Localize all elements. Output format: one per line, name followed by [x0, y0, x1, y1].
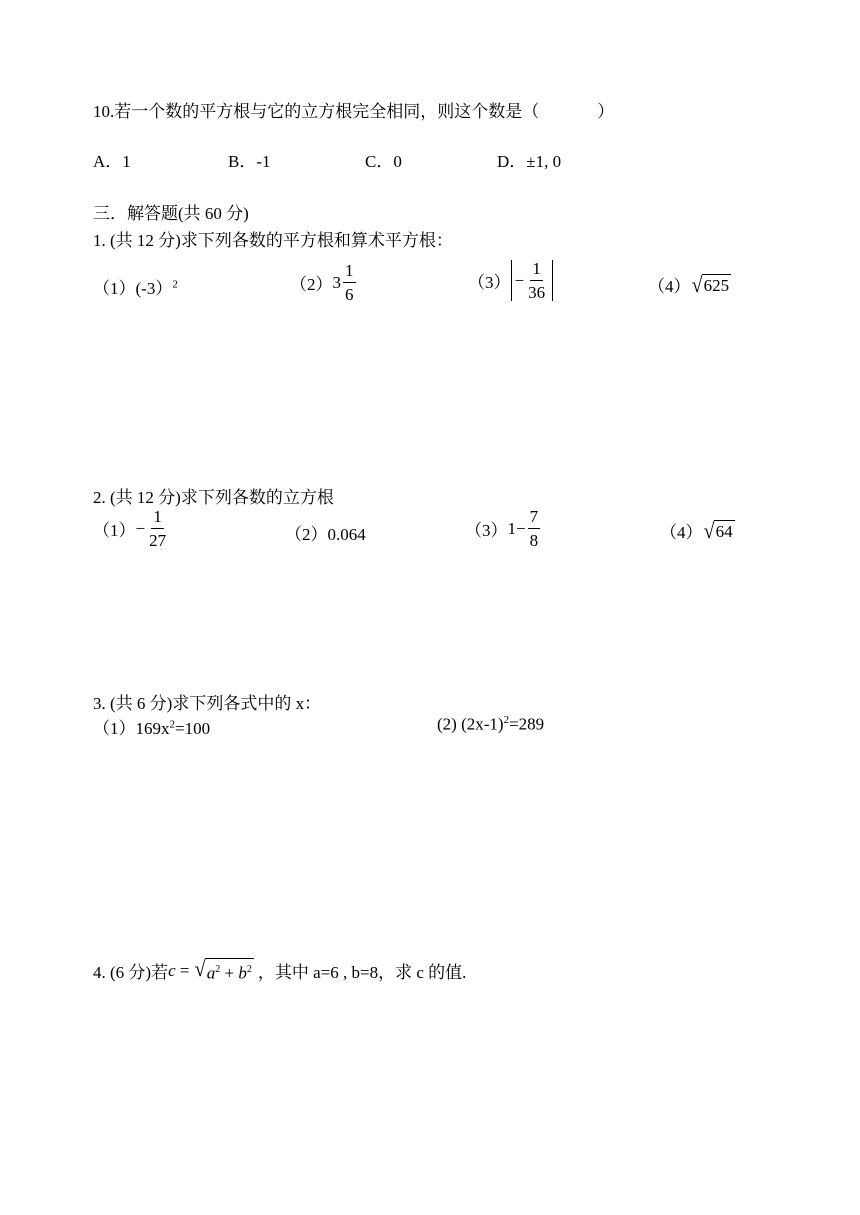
equals-sign: = [175, 960, 194, 980]
equation-lhs: (2) (2x-1) [437, 714, 504, 734]
var-c: c [168, 960, 176, 980]
sqrt-symbol: √ $a^2 + b^2$ [194, 956, 252, 983]
fraction [343, 262, 356, 303]
q10-option-b: B．-1 [228, 152, 271, 171]
q10-stem [93, 97, 614, 122]
problem-1-item-1 [93, 274, 178, 299]
item-label: （2） [290, 275, 333, 294]
minus-sign: − [135, 518, 146, 538]
item-label: （3） [465, 521, 508, 540]
var-a: a [206, 963, 216, 983]
fraction [526, 260, 547, 301]
exponent: 2 [215, 964, 221, 976]
var-b: b [238, 963, 247, 983]
item-label: （4） [648, 277, 691, 296]
item-label: （4） [660, 523, 703, 542]
numerator: 7 [528, 508, 541, 529]
radicand: 64 [715, 521, 733, 541]
exponent: 2 [169, 718, 175, 731]
problem-3-title: 3. (共 6 分)求下列各式中的 x： [93, 694, 322, 713]
q10-stem-text: 10.若一个数的平方根与它的立方根完全相同，则这个数是（ [93, 102, 540, 121]
problem-2-item-4 [660, 518, 735, 543]
equation-lhs: （1）169x [93, 719, 170, 738]
plus-sign: + [220, 963, 239, 983]
equation-rhs: =100 [175, 719, 211, 738]
numerator: 1 [151, 508, 164, 529]
exponent: 2 [503, 714, 510, 726]
problem-4-suffix: ，其中 a=6 , b=8，求 c 的值. [257, 963, 467, 982]
item-label: （1）(-3） [93, 279, 173, 298]
problem-4 [93, 958, 466, 983]
denominator: 6 [345, 285, 354, 304]
q10-option-a: A．1 [93, 152, 131, 171]
item-label: （1） [93, 521, 136, 540]
fraction [528, 508, 541, 549]
problem-2-title: 2. (共 12 分)求下列各数的立方根 [93, 488, 334, 507]
problem-1-title: 1. (共 12 分)求下列各数的平方根和算术平方根： [93, 231, 453, 250]
prefix: 1− [507, 518, 526, 538]
radicand [205, 958, 254, 983]
numerator: 1 [343, 262, 356, 283]
section-title: 三．解答题(共 60 分) [93, 204, 249, 223]
problem-3-item-2 [437, 714, 544, 735]
fraction [147, 508, 168, 549]
exponent: 2 [172, 278, 178, 291]
sqrt-symbol: √ 625 [691, 271, 730, 297]
item-label: （3） [468, 273, 511, 292]
denominator: 27 [149, 531, 167, 550]
equation-rhs: =289 [509, 714, 545, 734]
denominator: 8 [529, 531, 539, 550]
problem-3-item-1 [93, 714, 210, 739]
sqrt-symbol: √ 64 [703, 517, 733, 543]
problem-2-item-3 [465, 508, 542, 549]
minus-sign: − [514, 270, 525, 290]
problem-2-item-1 [93, 508, 170, 549]
problem-2-item-2: （2）0.064 [285, 525, 366, 544]
q10-option-c: C．0 [365, 152, 402, 171]
numerator: 1 [530, 260, 543, 281]
exponent: 2 [246, 964, 252, 976]
problem-1-item-3 [468, 260, 553, 301]
q10-option-d: D．±1, 0 [497, 152, 562, 171]
absolute-value [511, 260, 554, 301]
radicand: 625 [703, 275, 730, 295]
problem-4-prefix: 4. (6 分)若 [93, 963, 169, 982]
denominator: 36 [528, 283, 546, 302]
problem-1-item-4 [648, 272, 731, 297]
problem-1-item-2 [290, 262, 358, 303]
q10-paren-close: ） [597, 102, 615, 121]
mixed-whole: 3 [332, 272, 341, 292]
